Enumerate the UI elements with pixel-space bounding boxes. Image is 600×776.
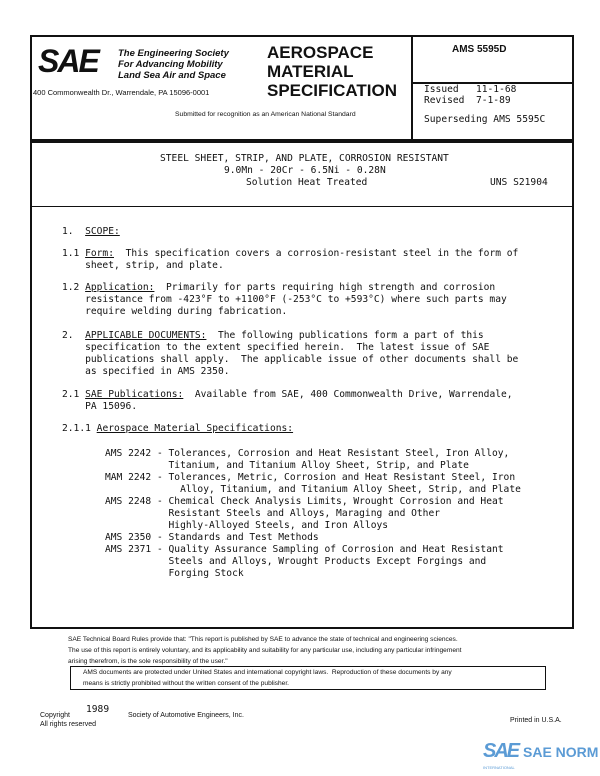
heading: SAE Publications: bbox=[85, 389, 184, 400]
text: arising therefrom, is the sole responsibility of the user." bbox=[68, 658, 228, 665]
doc-type: AEROSPACE bbox=[267, 43, 374, 62]
heading: Aerospace Material Specifications: bbox=[96, 423, 294, 434]
text: specification to the extent specified herein. The latest issue of SAE bbox=[85, 342, 490, 353]
text: resistance from -423°F to +1100°F (-253°C to +593°C) where such parts may bbox=[85, 294, 507, 305]
board-rules bbox=[68, 634, 462, 667]
text: Primarily for parts requiring high strength and corrosion bbox=[165, 282, 496, 293]
text: require welding during fabrication. bbox=[85, 306, 288, 317]
rights: All rights reserved bbox=[40, 721, 97, 728]
heading: Form: bbox=[85, 248, 114, 259]
text: PA 15096. bbox=[85, 401, 138, 412]
reference-line: Forging Stock bbox=[105, 568, 244, 579]
reference-line: Resistant Steels and Alloys, Maraging and Other bbox=[105, 508, 441, 519]
copyright-notice-box bbox=[70, 666, 546, 690]
text: The following publications form a part of this bbox=[217, 330, 484, 341]
reference-line: AMS 2242 - Tolerances, Corrosion and Heat Resistant Steel, Iron Alloy, bbox=[105, 448, 510, 459]
text: SAE Technical Board Rules provide that: "This report is published by SAE to advance the state of technical and engineering sciences. bbox=[68, 636, 458, 643]
section-1-1 bbox=[62, 248, 518, 272]
text: publications shall apply. The applicable issue of other documents shall be bbox=[85, 354, 519, 365]
watermark-logo: SAE bbox=[483, 740, 519, 762]
heading: APPLICABLE DOCUMENTS: bbox=[85, 330, 207, 341]
text: Available from SAE, 400 Commonwealth Drive, Warrendale, bbox=[194, 389, 513, 400]
num: 1. bbox=[62, 226, 74, 237]
doc-type: SPECIFICATION bbox=[267, 81, 398, 100]
reference-line: Titanium, and Titanium Alloy Sheet, Strip, and Plate bbox=[105, 460, 469, 471]
section-1-2 bbox=[62, 282, 507, 318]
reference-line: Highly-Alloyed Steels, and Iron Alloys bbox=[105, 520, 389, 531]
doc-type: MATERIAL bbox=[267, 62, 354, 81]
text: as specified in AMS 2350. bbox=[85, 366, 230, 377]
num: 2.1.1 bbox=[62, 423, 91, 434]
num: 2. bbox=[62, 330, 74, 341]
copyright-label: Copyright bbox=[40, 712, 70, 719]
divider bbox=[411, 35, 413, 141]
reference-line: MAM 2242 - Tolerances, Metric, Corrosion and Heat Resistant Steel, Iron bbox=[105, 472, 516, 483]
num: 1.2 bbox=[62, 282, 80, 293]
divider bbox=[30, 206, 574, 207]
section-2-1 bbox=[62, 389, 513, 413]
revised-date: Revised 7-1-89 bbox=[424, 95, 511, 106]
title-line: 9.0Mn - 20Cr - 6.5Ni - 0.28N bbox=[224, 165, 386, 176]
doc-number: AMS 5595D bbox=[452, 44, 507, 55]
reference-line: Alloy, Titanium, and Titanium Alloy Sheet, Strip, and Plate bbox=[105, 484, 521, 495]
address: 400 Commonwealth Dr., Warrendale, PA 15096-0001 bbox=[33, 88, 210, 97]
sae-logo: SAE bbox=[38, 43, 98, 79]
uns-number: UNS S21904 bbox=[490, 177, 548, 188]
society-name: Society of Automotive Engineers, Inc. bbox=[128, 712, 244, 719]
text: means is strictly prohibited without the written consent of the publisher. bbox=[83, 680, 289, 687]
issued-date: Issued 11-1-68 bbox=[424, 84, 517, 95]
superseding: Superseding AMS 5595C bbox=[424, 114, 546, 125]
text: AMS documents are protected under United States and international copyright laws. Reproduction of these documents by any bbox=[83, 669, 452, 676]
heading: SCOPE: bbox=[85, 226, 120, 237]
heading: Application: bbox=[85, 282, 155, 293]
ansi-note: Submitted for recognition as an American National Standard bbox=[175, 111, 356, 118]
reference-line: Steels and Alloys, Wrought Products Except Forgings and bbox=[105, 556, 487, 567]
reference-line: AMS 2350 - Standards and Test Methods bbox=[105, 532, 319, 543]
section-1 bbox=[62, 226, 120, 238]
text: The use of this report is entirely voluntary, and its applicability and suitability for any particular use, including any particular infringement bbox=[68, 647, 462, 654]
text: sheet, strip, and plate. bbox=[85, 260, 224, 271]
num: 1.1 bbox=[62, 248, 80, 259]
num: 2.1 bbox=[62, 389, 80, 400]
reference-line: AMS 2371 - Quality Assurance Sampling of Corrosion and Heat Resistant bbox=[105, 544, 504, 555]
section-2-1-1 bbox=[62, 423, 293, 435]
title-line: STEEL SHEET, STRIP, AND PLATE, CORROSION RESISTANT bbox=[160, 153, 449, 164]
section-2 bbox=[62, 330, 518, 378]
reference-list bbox=[105, 448, 521, 580]
reference-line: AMS 2248 - Chemical Check Analysis Limits, Wrought Corrosion and Heat bbox=[105, 496, 504, 507]
society-line: For Advancing Mobility bbox=[118, 59, 223, 70]
society-line: Land Sea Air and Space bbox=[118, 70, 226, 81]
society-line: The Engineering Society bbox=[118, 48, 229, 59]
copyright-year: 1989 bbox=[86, 704, 110, 715]
text: This specification covers a corrosion-resistant steel in the form of bbox=[125, 248, 519, 259]
watermark-sub: INTERNATIONAL bbox=[483, 765, 515, 770]
title-line: Solution Heat Treated bbox=[246, 177, 368, 188]
printed-in: Printed in U.S.A. bbox=[510, 717, 562, 724]
watermark-text: SAE NORM bbox=[523, 744, 599, 760]
